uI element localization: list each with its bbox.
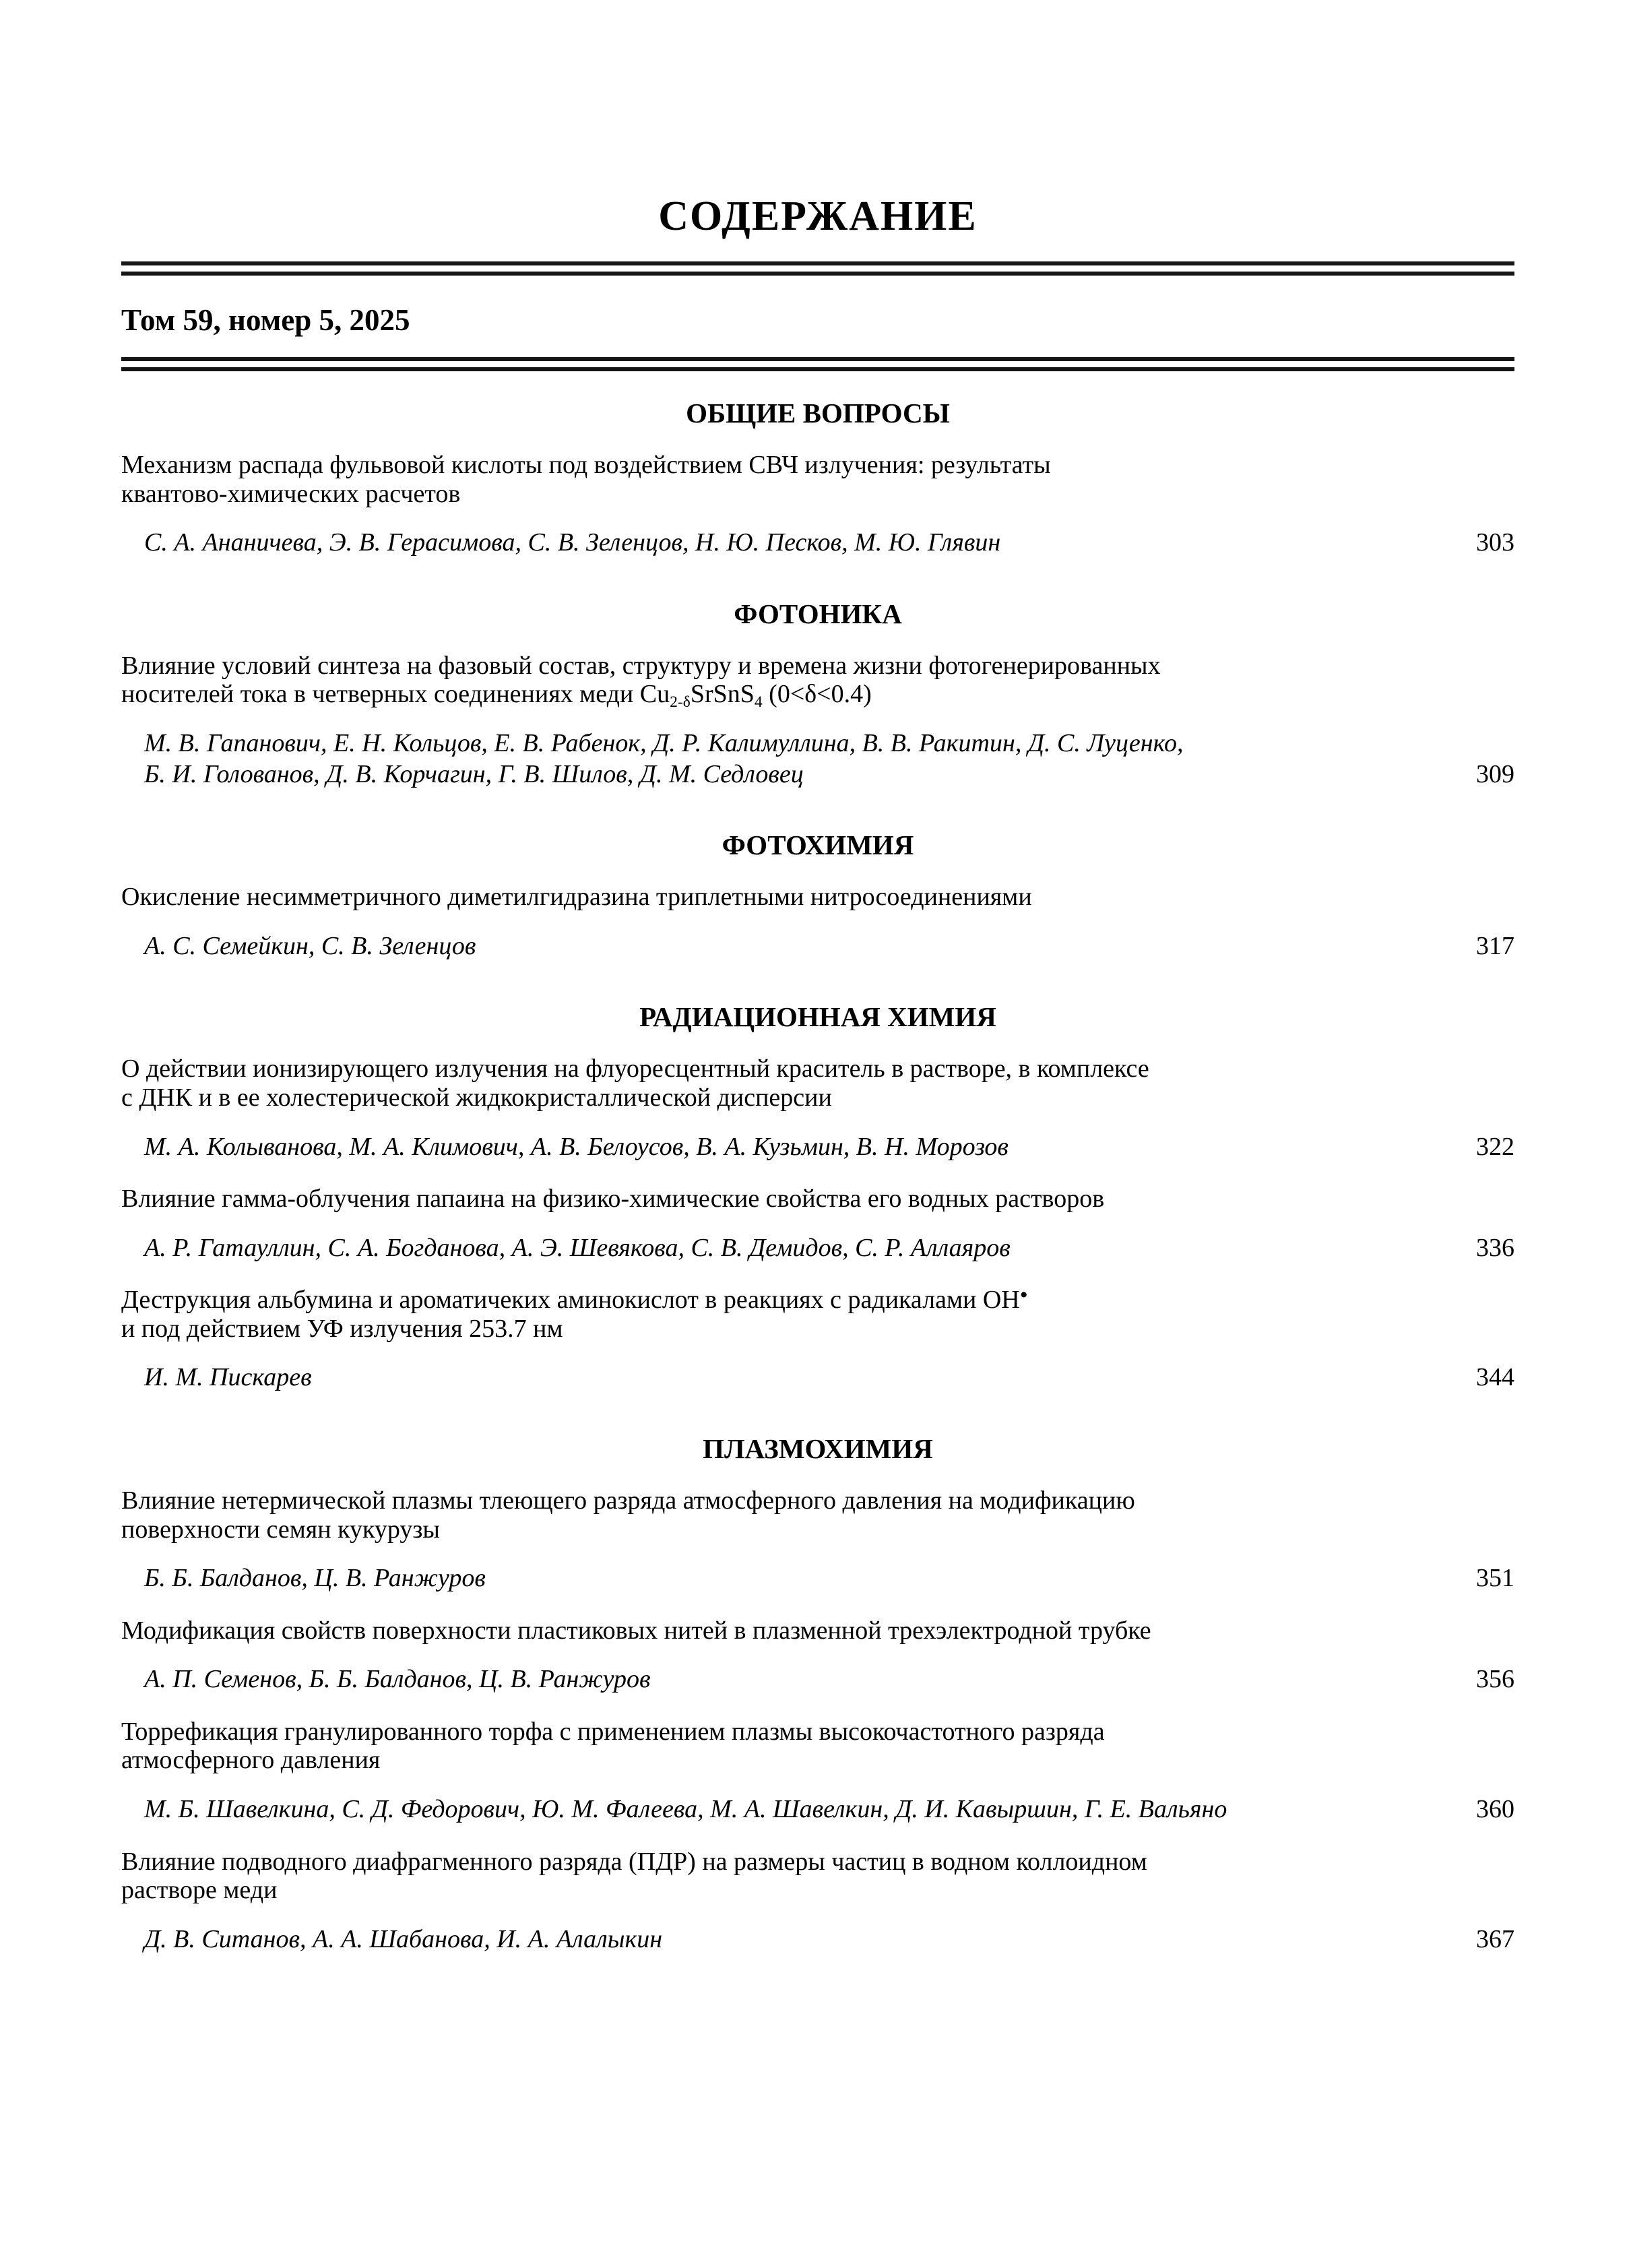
authors-row [121, 1664, 1514, 1695]
formula-subscript: 4 [754, 693, 763, 712]
title-line: и под действием УФ излучения 253.7 нм [121, 1314, 563, 1343]
formula-subscript: 2-δ [670, 693, 691, 712]
formula-suffix: (0<δ<0.4) [762, 680, 872, 709]
toc-entry [121, 1616, 1514, 1695]
page-number: 322 [1476, 1132, 1514, 1161]
title-line: Механизм распада фульвовой кислоты под воздействием СВЧ излучения: результаты [121, 451, 1051, 480]
title-line: Влияние нетермической плазмы тлеющего разряда атмосферного давления на модификацию [121, 1486, 1135, 1515]
article-authors [121, 1794, 1227, 1825]
authors-row [121, 528, 1514, 559]
divider-issue [121, 357, 1514, 371]
authors-line: Д. В. Ситанов, А. А. Шабанова, И. А. Алалыкин [144, 1924, 663, 1953]
title-line: квантово-химических расчетов [121, 479, 461, 508]
toc-entry [121, 451, 1514, 559]
page-title: СОДЕРЖАНИЕ [658, 193, 978, 239]
page-number: 356 [1476, 1665, 1514, 1694]
title-line: Влияние подводного диафрагменного разряда (ПДР) на размеры частиц в водном коллоидном [121, 1847, 1147, 1876]
toc-entry [121, 1054, 1514, 1162]
formula-mid: SrSnS [690, 680, 755, 709]
page-number: 351 [1476, 1564, 1514, 1593]
article-authors [121, 1132, 1009, 1163]
page-number: 336 [1476, 1233, 1514, 1262]
authors-row [121, 728, 1514, 790]
article-authors [121, 1664, 651, 1695]
authors-line: М. В. Гапанович, Е. Н. Кольцов, Е. В. Рабенок, Д. Р. Калимуллина, В. В. Ракитин, Д. С. Луценко, [144, 728, 1184, 757]
article-title [121, 1486, 1514, 1544]
title-line: Модификация свойств поверхности пластиковых нитей в плазменной трехэлектродной трубке [121, 1616, 1151, 1645]
title-line-radical [121, 1282, 1514, 1315]
title-line: О действии ионизирующего излучения на флуоресцентный краситель в растворе, в комплексе [121, 1054, 1149, 1083]
title-line: Влияние условий синтеза на фазовый состав, структуру и времена жизни фотогенерированных [121, 651, 1161, 680]
authors-line: Б. И. Голованов, Д. В. Корчагин, Г. В. Шилов, Д. М. Седловец [144, 759, 804, 788]
title-line: растворе меди [121, 1876, 278, 1905]
title-line: Влияние гамма-облучения папаина на физико-химические свойства его водных растворов [121, 1185, 1105, 1214]
page-number: 317 [1476, 931, 1514, 960]
toc-entry [121, 1282, 1514, 1393]
page-number: 309 [1476, 759, 1514, 788]
article-title [121, 1848, 1514, 1905]
authors-line: А. П. Семенов, Б. Б. Балданов, Ц. В. Ранжуров [144, 1665, 651, 1694]
section-heading-plasma-chemistry: ПЛАЗМОХИМИЯ [703, 1433, 933, 1464]
article-authors [121, 1563, 486, 1594]
article-title [121, 451, 1514, 508]
section-heading-radiation-chemistry: РАДИАЦИОННАЯ ХИМИЯ [639, 1001, 996, 1033]
toc-entry [121, 1718, 1514, 1825]
authors-row [121, 1794, 1514, 1825]
title-line: Окисление несимметричного диметилгидразина триплетными нитросоединениями [121, 883, 1032, 912]
page-number: 360 [1476, 1795, 1514, 1824]
section-heading-photochemistry: ФОТОХИМИЯ [722, 829, 914, 861]
authors-row [121, 1233, 1514, 1264]
authors-row [121, 1563, 1514, 1594]
article-title [121, 1718, 1514, 1775]
title-line: Торрефикация гранулированного торфа с применением плазмы высокочастотного разряда [121, 1717, 1105, 1746]
authors-line: М. А. Колыванова, М. А. Климович, А. В. Белоусов, В. А. Кузьмин, В. Н. Морозов [144, 1132, 1009, 1161]
page-number: 344 [1476, 1363, 1514, 1392]
authors-line: М. Б. Шавелкина, С. Д. Федорович, Ю. М. Фалеева, М. А. Шавелкин, Д. И. Кавыршин, Г. Е. Вальяно [144, 1795, 1227, 1824]
article-authors [121, 1233, 1011, 1264]
article-authors [121, 528, 1000, 559]
authors-row [121, 1362, 1514, 1393]
title-line: с ДНК и в ее холестерической жидкокристаллической дисперсии [121, 1083, 832, 1112]
article-title [121, 1616, 1514, 1645]
article-title [121, 1185, 1514, 1214]
authors-row [121, 1132, 1514, 1163]
article-title [121, 1054, 1514, 1112]
title-line: поверхности семян кукурузы [121, 1515, 440, 1544]
authors-line: Б. Б. Балданов, Ц. В. Ранжуров [144, 1564, 486, 1593]
authors-row [121, 1924, 1514, 1955]
title-line: атмосферного давления [121, 1746, 381, 1775]
page-number: 303 [1476, 528, 1514, 557]
authors-line: С. А. Ананичева, Э. В. Герасимова, С. В. Зеленцов, Н. Ю. Песков, М. Ю. Глявин [144, 528, 1001, 557]
authors-line: А. Р. Гатауллин, С. А. Богданова, А. Э. Шевякова, С. В. Демидов, С. Р. Аллаяров [144, 1233, 1011, 1262]
article-title [121, 883, 1514, 912]
article-authors [121, 1362, 312, 1393]
formula-prefix: носителей тока в четверных соединениях меди Cu [121, 680, 670, 709]
article-title [121, 651, 1514, 712]
article-authors [121, 1924, 662, 1955]
toc-entry [121, 652, 1514, 790]
toc-entry [121, 1848, 1514, 1955]
page-number: 367 [1476, 1924, 1514, 1953]
divider-top [121, 261, 1514, 276]
issue-line: Том 59, номер 5, 2025 [121, 303, 410, 337]
toc-entry [121, 1185, 1514, 1263]
toc-entry [121, 883, 1514, 962]
article-authors [121, 728, 1183, 790]
section-heading-photonics: ФОТОНИКА [734, 598, 902, 629]
article-title [121, 1282, 1514, 1343]
title-line-formula [121, 680, 1514, 712]
section-heading-general-questions: ОБЩИЕ ВОПРОСЫ [686, 398, 950, 429]
title-text: Деструкция альбумина и ароматичеких аминокислот в реакциях с радикалами ОН [121, 1286, 1020, 1315]
authors-line: И. М. Пискарев [144, 1363, 312, 1392]
toc-entry [121, 1486, 1514, 1594]
article-authors [121, 931, 476, 962]
authors-line: А. С. Семейкин, С. В. Зеленцов [144, 931, 476, 960]
radical-dot: • [1019, 1282, 1028, 1308]
authors-row [121, 931, 1514, 962]
